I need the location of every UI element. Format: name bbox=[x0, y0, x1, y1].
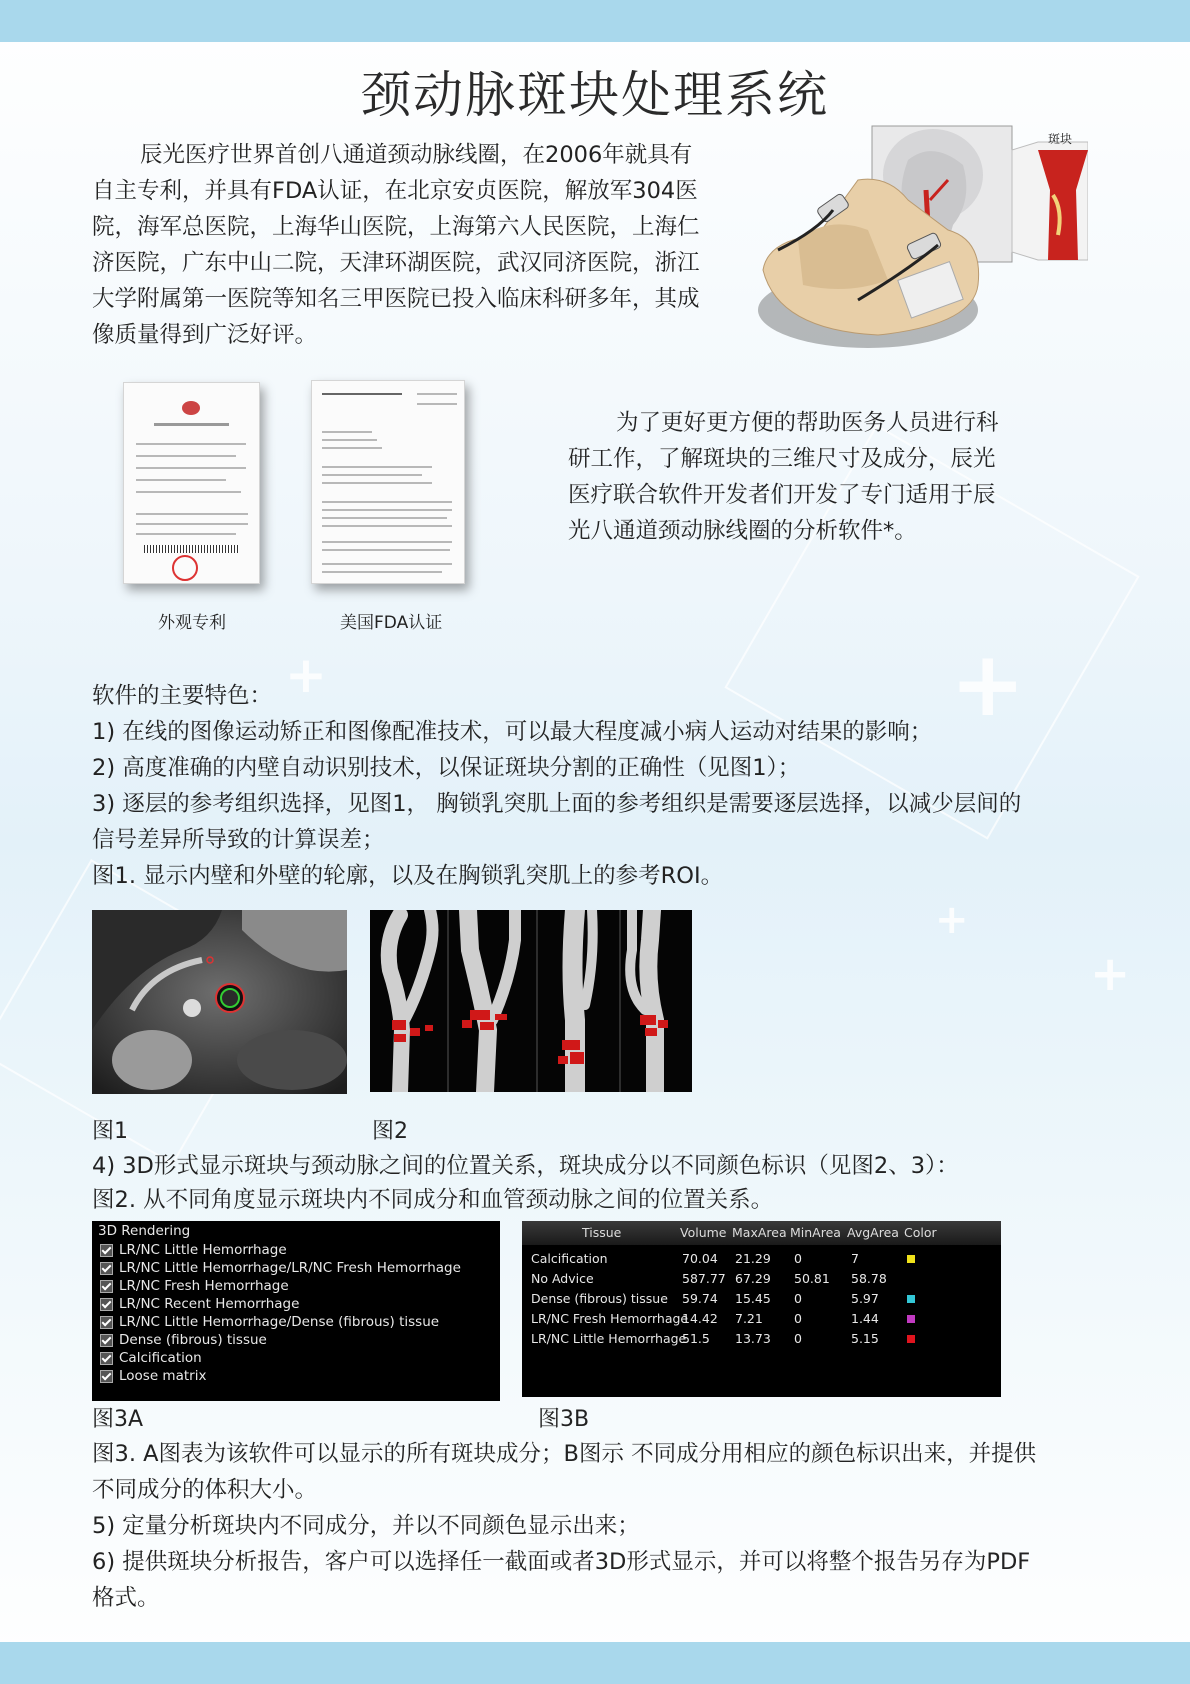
intro-line: 自主专利，并具有FDA认证，在北京安贞医院，解放军304医 bbox=[92, 178, 698, 204]
plus-decoration: + bbox=[285, 646, 327, 704]
yellow-color-swatch bbox=[907, 1255, 915, 1263]
software-line: 光八通道颈动脉线圈的分析软件*。 bbox=[568, 518, 917, 544]
checkbox-checked-icon[interactable] bbox=[100, 1244, 113, 1257]
software-line: 研工作，了解斑块的三维尺寸及成分，辰光 bbox=[568, 446, 996, 472]
figure-1-label: 图1 bbox=[92, 1119, 128, 1144]
figure-1-description: 图1. 显示内壁和外壁的轮廓，以及在胸锁乳突肌上的参考ROI。 bbox=[92, 863, 724, 889]
bottom-banner bbox=[0, 1642, 1190, 1684]
rendering-item[interactable]: Calcification bbox=[100, 1349, 202, 1367]
software-line: 为了更好更方便的帮助医务人员进行科 bbox=[616, 410, 999, 436]
intro-line: 辰光医疗世界首创八通道颈动脉线圈，在2006年就具有 bbox=[140, 142, 693, 168]
features-heading: 软件的主要特色： bbox=[92, 683, 273, 709]
top-banner bbox=[0, 0, 1190, 42]
checkbox-checked-icon[interactable] bbox=[100, 1334, 113, 1347]
intro-line: 像质量得到广泛好评。 bbox=[92, 322, 318, 348]
software-paragraph bbox=[568, 405, 1048, 549]
column-header: MinArea bbox=[790, 1225, 841, 1240]
column-header: AvgArea bbox=[847, 1225, 899, 1240]
red-color-swatch bbox=[907, 1335, 915, 1343]
intro-line: 大学附属第一医院等知名三甲医院已投入临床科研多年，其成 bbox=[92, 286, 700, 312]
rendering-item[interactable]: LR/NC Little Hemorrhage bbox=[100, 1241, 287, 1259]
rendering-item[interactable]: LR/NC Little Hemorrhage/LR/NC Fresh Hemorrhage bbox=[100, 1259, 461, 1277]
barcode bbox=[144, 545, 239, 553]
figure-3a-label: 图3A bbox=[92, 1407, 144, 1432]
figure-3a-rendering-list bbox=[92, 1221, 500, 1401]
patent-certificate-image bbox=[123, 382, 260, 584]
checkbox-checked-icon[interactable] bbox=[100, 1262, 113, 1275]
checkbox-checked-icon[interactable] bbox=[100, 1280, 113, 1293]
rendering-item[interactable]: LR/NC Fresh Hemorrhage bbox=[100, 1277, 289, 1295]
figure-3-description-cont: 不同成分的体积大小。 bbox=[92, 1477, 318, 1503]
intro-paragraph bbox=[92, 137, 742, 353]
checkbox-checked-icon[interactable] bbox=[100, 1352, 113, 1365]
checkbox-checked-icon[interactable] bbox=[100, 1370, 113, 1383]
figure-2-description: 图2. 从不同角度显示斑块内不同成分和血管颈动脉之间的位置关系。 bbox=[92, 1187, 774, 1213]
page-title: 颈动脉斑块处理系统 bbox=[361, 66, 829, 124]
software-line: 医疗联合软件开发者们开发了专门适用于辰 bbox=[568, 482, 996, 508]
intro-line: 院，海军总医院，上海华山医院，上海第六人民医院，上海仁 bbox=[92, 214, 700, 240]
rendering-item[interactable]: LR/NC Recent Hemorrhage bbox=[100, 1295, 299, 1313]
patent-caption: 外观专利 bbox=[158, 613, 226, 633]
figure-3b-label: 图3B bbox=[538, 1407, 590, 1432]
figure-2-3d-renderings bbox=[370, 910, 692, 1092]
seal-stamp bbox=[172, 555, 198, 581]
figure-1-mri-image bbox=[92, 910, 347, 1094]
feature-5: 5) 定量分析斑块内不同成分，并以不同颜色显示出来； bbox=[92, 1513, 640, 1539]
carotid-coil-illustration bbox=[758, 120, 1088, 360]
feature-2: 2) 高度准确的内壁自动识别技术，以保证斑块分割的正确性（见图1）； bbox=[92, 755, 801, 781]
plus-decoration: + bbox=[950, 632, 1026, 737]
column-header: Tissue bbox=[582, 1225, 622, 1240]
fda-caption: 美国FDA认证 bbox=[340, 613, 443, 633]
feature-1: 1) 在线的图像运动矫正和图像配准技术，可以最大程度减小病人运动对结果的影响； bbox=[92, 719, 933, 745]
feature-3: 3) 逐层的参考组织选择，见图1， 胸锁乳突肌上面的参考组织是需要逐层选择，以减少层间的 bbox=[92, 791, 1022, 817]
checkbox-checked-icon[interactable] bbox=[100, 1316, 113, 1329]
plaque-label: 斑块 bbox=[1048, 132, 1073, 146]
feature-4: 4) 3D形式显示斑块与颈动脉之间的位置关系，斑块成分以不同颜色标识（见图2、3）： bbox=[92, 1153, 959, 1179]
rendering-item[interactable]: LR/NC Little Hemorrhage/Dense (fibrous) tissue bbox=[100, 1313, 439, 1331]
magenta-color-swatch bbox=[907, 1315, 915, 1323]
fda-certificate-image bbox=[311, 380, 465, 584]
figure-3-description: 图3. A图表为该软件可以显示的所有斑块成分；B图示 不同成分用相应的颜色标识出来，并提供 bbox=[92, 1441, 1037, 1467]
column-header: Volume bbox=[680, 1225, 727, 1240]
figure-3b-tissue-table: Tissue Volume MaxArea MinArea AvgArea Color Calcification 70.04 21.29 0 7 No Advice 587.77 67.29 50.81 58.78 Dense (fibrous) tissue 59.74 15.45 0 5.97 LR/NC Fresh Hemorrhage 14.42 7.21 0 1.44 LR/NC Little Hemorrhage 51.5 13.73 0 5.15 bbox=[522, 1221, 1001, 1397]
patent-certificate-logo bbox=[182, 401, 200, 415]
plus-decoration: + bbox=[935, 897, 969, 943]
feature-3-cont: 信号差异所导致的计算误差； bbox=[92, 827, 385, 853]
column-header: MaxArea bbox=[732, 1225, 787, 1240]
column-header: Color bbox=[904, 1225, 937, 1240]
rendering-item[interactable]: Loose matrix bbox=[100, 1367, 206, 1385]
feature-6: 6) 提供斑块分析报告，客户可以选择任一截面或者3D形式显示，并可以将整个报告另存为PDF bbox=[92, 1549, 1031, 1575]
checkbox-checked-icon[interactable] bbox=[100, 1298, 113, 1311]
cyan-color-swatch bbox=[907, 1295, 915, 1303]
rendering-panel-title: 3D Rendering bbox=[98, 1223, 191, 1239]
rendering-item[interactable]: Dense (fibrous) tissue bbox=[100, 1331, 267, 1349]
figure-2-label: 图2 bbox=[372, 1119, 408, 1144]
feature-6-cont: 格式。 bbox=[92, 1585, 160, 1611]
plus-decoration: + bbox=[1090, 946, 1131, 1002]
intro-line: 济医院，广东中山二院，天津环湖医院，武汉同济医院，浙江 bbox=[92, 250, 700, 276]
